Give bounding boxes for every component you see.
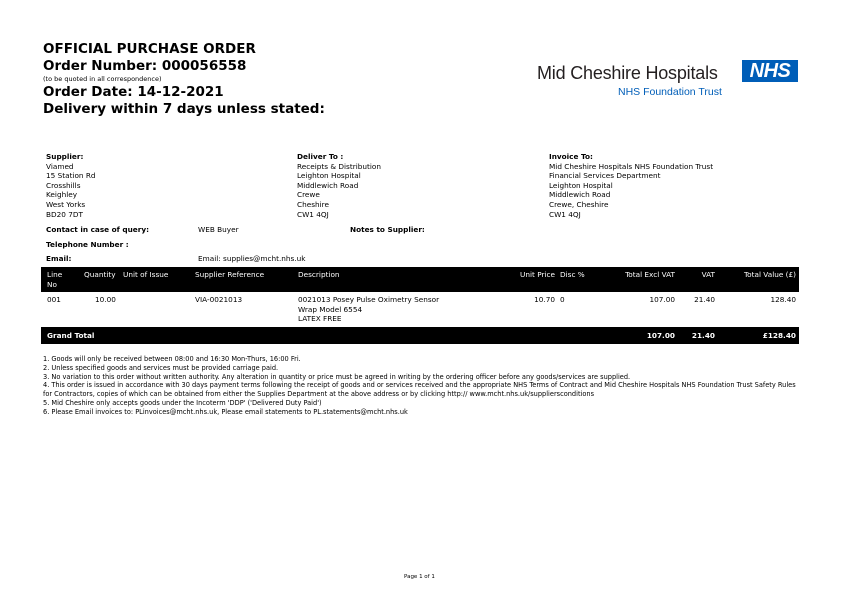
invoice-to-line: CW1 4QJ	[549, 209, 581, 219]
term-item: 2. Unless specified goods and services must be provided carriage paid.	[43, 363, 279, 372]
terms-notes	[43, 355, 803, 417]
term-item: 5. Mid Cheshire only accepts goods under the Incoterm 'DDP' ('Delivered Duty Paid')	[43, 398, 322, 407]
row-line: 001	[47, 295, 61, 304]
col-total-excl-vat: Total Excl VAT	[625, 270, 675, 279]
col-disc: Disc %	[560, 270, 585, 279]
grand-total-label: Grand Total	[47, 330, 95, 340]
logo-name: Mid Cheshire Hospitals	[537, 63, 718, 83]
row-description-line: LATEX FREE	[298, 314, 342, 324]
supplier-line: Keighley	[46, 190, 78, 200]
invoice-to-line: Leighton Hospital	[549, 180, 613, 190]
row-description-line: 0021013 Posey Pulse Oximetry Sensor	[298, 295, 440, 304]
deliver-to-label: Deliver To :	[297, 152, 344, 161]
row-supplier-reference: VIA-0021013	[195, 295, 243, 304]
deliver-to-line: Middlewich Road	[297, 180, 359, 190]
nhs-badge: NHS	[742, 60, 798, 82]
col-unit-price: Unit Price	[520, 270, 555, 279]
deliver-to-line: Cheshire	[297, 199, 329, 209]
invoice-to-line: Financial Services Department	[549, 171, 661, 181]
term-item: 4. This order is issued in accordance with 30 days payment terms following the receipt of goods and or services received and the appropriate NHS Terms of Contract and Mid Cheshire Hospitals NHS Foundation Trust Safety Rules for Contractors, copies of which can be obtained from either the Supplies Department at the above address or by clicking http:// www.mcht.nhs.uk/suppliersconditions	[43, 381, 796, 399]
supplier-line: 15 Station Rd	[46, 171, 96, 181]
supplier-block	[46, 152, 96, 219]
term-item: 6. Please Email invoices to: PLinvoices@mcht.nhs.uk, Please email statements to PL.statements@mcht.nhs.uk	[43, 407, 408, 416]
row-disc: 0	[560, 295, 565, 304]
contact-query-value: WEB Buyer	[198, 225, 239, 234]
col-quantity: Quantity	[84, 270, 116, 279]
logo-subtitle: NHS Foundation Trust	[618, 86, 722, 98]
deliver-to-block	[297, 152, 381, 219]
row-description-line: Wrap Model 6554	[298, 304, 363, 314]
deliver-to-line: Receipts & Distribution	[297, 161, 381, 171]
notes-to-supplier-label: Notes to Supplier:	[350, 225, 425, 234]
grand-total-bar	[41, 327, 799, 344]
deliver-to-line: Crewe	[297, 190, 320, 200]
document-title: OFFICIAL PURCHASE ORDER	[43, 41, 256, 57]
col-total-value: Total Value (£)	[743, 270, 796, 279]
col-supplier-reference: Supplier Reference	[195, 270, 265, 279]
col-description: Description	[298, 270, 340, 279]
supplier-label: Supplier:	[46, 152, 84, 161]
row-unit-price: 10.70	[534, 295, 555, 304]
row-total-excl-vat: 107.00	[649, 295, 675, 304]
order-number: Order Number: 000056558	[43, 58, 247, 74]
invoice-to-line: Crewe, Cheshire	[549, 199, 609, 209]
term-item: 3. No variation to this order without written authority. Any alteration in quantity or price must be agreed in writing by the ordering officer before any goods/services are supplied.	[43, 372, 631, 381]
order-date: Order Date: 14-12-2021	[43, 84, 224, 100]
contact-query-label: Contact in case of query:	[46, 225, 150, 234]
grand-total-value: £128.40	[762, 330, 796, 340]
row-vat: 21.40	[694, 295, 715, 304]
deliver-to-line: Leighton Hospital	[297, 171, 361, 181]
table-row	[41, 295, 799, 325]
quote-note: (to be quoted in all correspondence)	[43, 75, 162, 83]
invoice-to-label: Invoice To:	[549, 152, 593, 161]
col-line: Line	[47, 270, 63, 279]
delivery-terms: Delivery within 7 days unless stated:	[43, 101, 325, 117]
col-line-no: No	[47, 279, 57, 289]
term-item: 1. Goods will only be received between 08:00 and 16:30 Mon-Thurs, 16:00 Fri.	[43, 355, 301, 363]
email-label: Email:	[46, 254, 72, 263]
col-unit-of-issue: Unit of Issue	[123, 270, 169, 279]
invoice-to-line: Mid Cheshire Hospitals NHS Foundation Trust	[549, 161, 714, 171]
col-vat: VAT	[701, 270, 715, 279]
row-quantity: 10.00	[95, 295, 116, 304]
email-value: Email: supplies@mcht.nhs.uk	[198, 254, 306, 263]
invoice-to-line: Middlewich Road	[549, 190, 611, 200]
supplier-line: BD20 7DT	[46, 209, 83, 219]
supplier-line: Crosshills	[46, 180, 81, 190]
row-total-value: 128.40	[770, 295, 796, 304]
supplier-line: Viamed	[46, 161, 74, 171]
grand-total-vat: 21.40	[691, 330, 715, 340]
grand-total-excl-vat: 107.00	[646, 330, 675, 340]
table-header	[41, 267, 799, 292]
page-number: Page 1 of 1	[404, 574, 435, 580]
deliver-to-line: CW1 4QJ	[297, 209, 329, 219]
invoice-to-block	[549, 152, 713, 219]
telephone-label: Telephone Number :	[46, 240, 129, 249]
supplier-line: West Yorks	[46, 199, 86, 209]
